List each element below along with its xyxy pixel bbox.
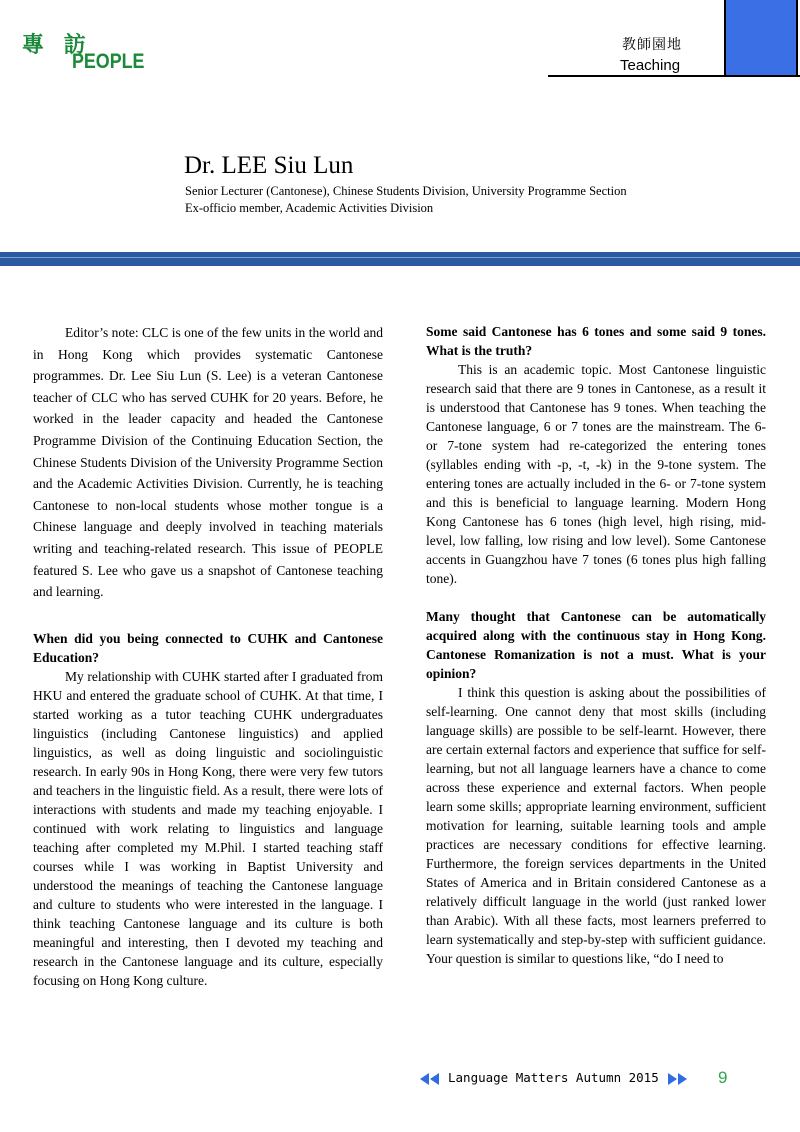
divider-band-highlight	[0, 257, 800, 258]
rewind-arrow-icon	[430, 1073, 439, 1085]
profile-name: Dr. LEE Siu Lun	[184, 152, 354, 179]
page-number: 9	[718, 1068, 728, 1087]
question-heading: When did you being connected to CUHK and Cantonese Education?	[33, 630, 383, 665]
publication-label: Language Matters Autumn 2015	[448, 1070, 659, 1085]
profile-role-secondary: Ex-officio member, Academic Activities Division	[185, 201, 434, 215]
section-title-en: PEOPLE	[72, 50, 145, 73]
question-heading: Many thought that Cantonese can be automatically acquired along with the continuous stay in Hong Kong. Cantonese Romanization is not a must. What is your opinion?	[426, 609, 766, 681]
profile-role-primary: Senior Lecturer (Cantonese), Chinese Students Division, University Programme Section	[185, 184, 627, 198]
right-column	[426, 322, 766, 968]
left-column	[33, 322, 383, 990]
corner-title-cjk: 教師園地	[622, 37, 682, 53]
corner-color-block	[724, 0, 798, 75]
page-footer	[420, 1070, 687, 1085]
rewind-arrow-icon	[420, 1073, 429, 1085]
editor-note: Editor’s note: CLC is one of the few units in the world and in Hong Kong which provides systematic Cantonese programmes. Dr. Lee Siu Lun (S. Lee) is a veteran Cantonese teacher of CLC who has served CUHK for 20 years. Before, he worked in the leader capacity and headed the Cantonese Programme Division of the Continuing Education Section, the Chinese Students Division of the University Programme Section and the Academic Activities Division. Currently, he is teaching Cantonese to non-local students whose mother tongue is a Chinese language and deeply involved in teaching materials writing and teaching-related research. This issue of PEOPLE featured S. Lee who gave us a snapshot of Cantonese teaching and learning.	[33, 325, 383, 600]
corner-title-en: Teaching	[620, 57, 681, 74]
forward-arrow-icon	[678, 1073, 687, 1085]
header-rule	[548, 75, 800, 77]
answer-paragraph: This is an academic topic. Most Cantonese linguistic research said that there are 9 tones in Cantonese, as a result it is understood that Cantonese has 9 tones. When teaching the Cantonese language, 6 or 7 tones are the mainstream. The 6- or 7-tone system had re-categorized the entering tones (syllables ending with -p, -t, -k) in the 9-tone system. The entering tones are actually included in the 6- or 7-tone system and this is beneficial to language learning. Modern Hong Kong Cantonese has 6 tones (high level, high rising, mid-level, low falling, low rising and low level). Some Cantonese accents in Guangzhou have 7 tones (6 tones plus high falling tone).	[426, 362, 766, 586]
question-heading: Some said Cantonese has 6 tones and some said 9 tones. What is the truth?	[426, 324, 766, 358]
section-title-cjk: 專 訪	[22, 32, 92, 58]
forward-arrow-icon	[668, 1073, 677, 1085]
section-logo	[22, 28, 145, 73]
answer-paragraph: My relationship with CUHK started after I graduated from HKU and entered the graduate school of CUHK. At that time, I started working as a tutor teaching CUHK undergraduates linguistics (including Cantonese linguistics) and applied linguistics, as well as doing linguistic and sociolinguistic research. In early 90s in Hong Kong, there were very few tutors and teachers in the linguistic field. As a result, there were lots of interactions with students and made my teaching enjoyable. I continued with work relating to linguistics and language teaching after completed my M.Phil. I started teaching staff courses while I was working in Baptist University and understood the meanings of teaching the Cantonese language and culture to students who were interested in the language. I think teaching Cantonese language and its culture is both meaningful and interesting, then I devoted my teaching and research in the Cantonese language and its culture, especially focusing on Hong Kong culture.	[33, 668, 383, 988]
divider-band	[0, 252, 800, 266]
answer-paragraph: I think this question is asking about the possibilities of self-learning. One cannot deny that most skills (including language skills) are possible to be self-learnt. However, there are certain external factors and experience that suffice for self-learning, but not all language learners have a chance to come across these experience and external factors. When people learn some skills; appropriate learning environment, sufficient motivation for learning, suitable learning tools and ample practices are necessary conditions for effective learning. Furthermore, the foreign services departments in the United States of America and in Britain considered Cantonese as a relatively difficult language in the world (just ranked lower than Arabic). With all these facts, most learners preferred to learn systematically and step-by-step with sufficient guidance. Your question is similar to questions like, “do I need to	[426, 685, 766, 966]
